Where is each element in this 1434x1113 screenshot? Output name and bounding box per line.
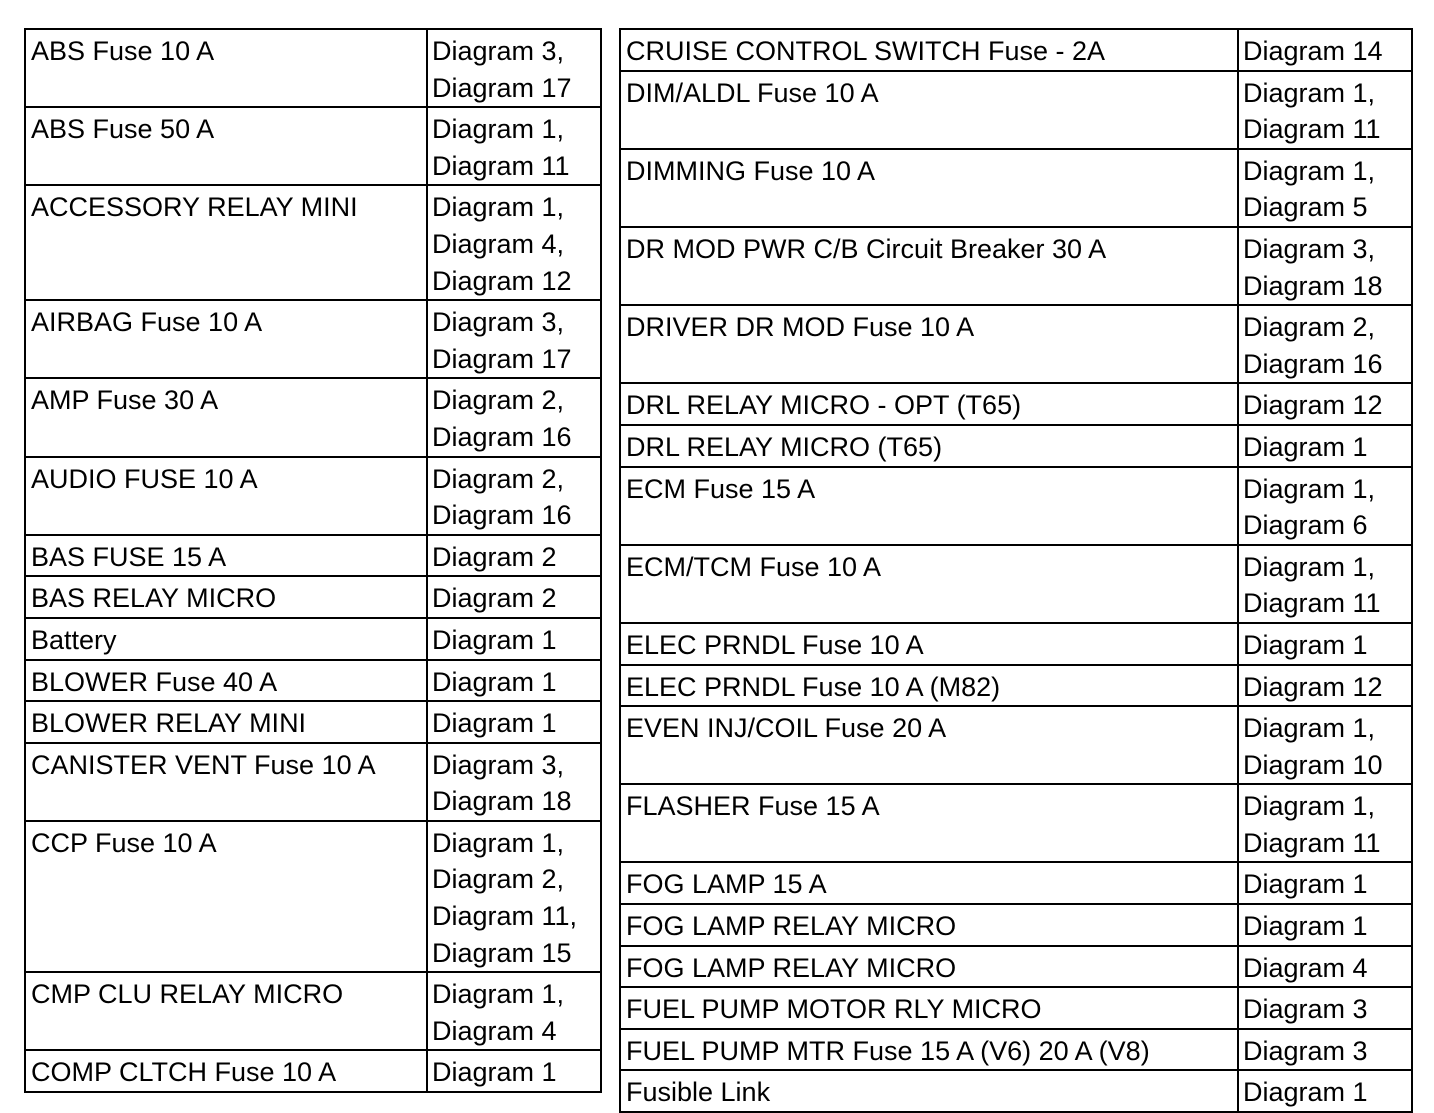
table-row bbox=[25, 743, 601, 821]
table-row bbox=[25, 972, 601, 1050]
diagram-reference-cell: Diagram 4 bbox=[1238, 946, 1412, 988]
table-row bbox=[620, 71, 1412, 149]
table-row bbox=[620, 467, 1412, 545]
component-name-cell: FOG LAMP RELAY MICRO bbox=[620, 904, 1238, 946]
table-row bbox=[620, 862, 1412, 904]
diagram-reference-cell: Diagram 1 bbox=[427, 618, 601, 660]
fuse-table-left bbox=[24, 28, 602, 1093]
diagram-reference-cell: Diagram 1, Diagram 11 bbox=[1238, 545, 1412, 623]
table-row bbox=[25, 821, 601, 972]
table-row bbox=[620, 784, 1412, 862]
diagram-reference-cell: Diagram 1, Diagram 2, Diagram 11, Diagram 15 bbox=[427, 821, 601, 972]
component-name-cell: DRL RELAY MICRO - OPT (T65) bbox=[620, 383, 1238, 425]
component-name-cell: AMP Fuse 30 A bbox=[25, 378, 427, 456]
table-row bbox=[620, 623, 1412, 665]
diagram-reference-cell: Diagram 1, Diagram 4 bbox=[427, 972, 601, 1050]
table-row bbox=[620, 227, 1412, 305]
diagram-reference-cell: Diagram 2, Diagram 16 bbox=[1238, 305, 1412, 383]
component-name-cell: BLOWER RELAY MINI bbox=[25, 701, 427, 743]
table-row bbox=[620, 987, 1412, 1029]
table-row bbox=[25, 660, 601, 702]
fuse-table-right-body bbox=[620, 29, 1412, 1112]
component-name-cell: EVEN INJ/COIL Fuse 20 A bbox=[620, 706, 1238, 784]
table-row bbox=[25, 618, 601, 660]
table-row bbox=[620, 29, 1412, 71]
table-row bbox=[25, 457, 601, 535]
diagram-reference-cell: Diagram 1, Diagram 5 bbox=[1238, 149, 1412, 227]
diagram-reference-cell: Diagram 2 bbox=[427, 535, 601, 577]
component-name-cell: CMP CLU RELAY MICRO bbox=[25, 972, 427, 1050]
table-row bbox=[25, 1050, 601, 1092]
diagram-reference-cell: Diagram 1 bbox=[427, 660, 601, 702]
component-name-cell: COMP CLTCH Fuse 10 A bbox=[25, 1050, 427, 1092]
table-row bbox=[620, 425, 1412, 467]
diagram-reference-cell: Diagram 2 bbox=[427, 576, 601, 618]
component-name-cell: FOG LAMP RELAY MICRO bbox=[620, 946, 1238, 988]
diagram-reference-cell: Diagram 1 bbox=[1238, 623, 1412, 665]
diagram-reference-cell: Diagram 1 bbox=[1238, 904, 1412, 946]
diagram-reference-cell: Diagram 1 bbox=[1238, 1070, 1412, 1112]
diagram-reference-cell: Diagram 2, Diagram 16 bbox=[427, 378, 601, 456]
component-name-cell: DIM/ALDL Fuse 10 A bbox=[620, 71, 1238, 149]
diagram-reference-cell: Diagram 1 bbox=[427, 1050, 601, 1092]
component-name-cell: ECM/TCM Fuse 10 A bbox=[620, 545, 1238, 623]
diagram-reference-cell: Diagram 3, Diagram 17 bbox=[427, 300, 601, 378]
diagram-reference-cell: Diagram 1, Diagram 6 bbox=[1238, 467, 1412, 545]
diagram-reference-cell: Diagram 3 bbox=[1238, 987, 1412, 1029]
diagram-reference-cell: Diagram 3, Diagram 17 bbox=[427, 29, 601, 107]
table-row bbox=[25, 300, 601, 378]
component-name-cell: BAS RELAY MICRO bbox=[25, 576, 427, 618]
table-row bbox=[25, 535, 601, 577]
diagram-reference-cell: Diagram 2, Diagram 16 bbox=[427, 457, 601, 535]
diagram-reference-cell: Diagram 3, Diagram 18 bbox=[1238, 227, 1412, 305]
table-row bbox=[620, 545, 1412, 623]
component-name-cell: CANISTER VENT Fuse 10 A bbox=[25, 743, 427, 821]
diagram-reference-cell: Diagram 1, Diagram 11 bbox=[1238, 784, 1412, 862]
component-name-cell: DRL RELAY MICRO (T65) bbox=[620, 425, 1238, 467]
table-row bbox=[620, 665, 1412, 707]
component-name-cell: ABS Fuse 10 A bbox=[25, 29, 427, 107]
component-name-cell: FOG LAMP 15 A bbox=[620, 862, 1238, 904]
component-name-cell: CCP Fuse 10 A bbox=[25, 821, 427, 972]
component-name-cell: FUEL PUMP MTR Fuse 15 A (V6) 20 A (V8) bbox=[620, 1029, 1238, 1071]
diagram-reference-cell: Diagram 1 bbox=[427, 701, 601, 743]
table-row bbox=[25, 576, 601, 618]
diagram-reference-cell: Diagram 12 bbox=[1238, 383, 1412, 425]
diagram-reference-cell: Diagram 14 bbox=[1238, 29, 1412, 71]
diagram-reference-cell: Diagram 1, Diagram 11 bbox=[427, 107, 601, 185]
component-name-cell: FLASHER Fuse 15 A bbox=[620, 784, 1238, 862]
component-name-cell: BLOWER Fuse 40 A bbox=[25, 660, 427, 702]
fuse-table-left-body bbox=[25, 29, 601, 1092]
component-name-cell: ECM Fuse 15 A bbox=[620, 467, 1238, 545]
table-row bbox=[620, 946, 1412, 988]
table-row bbox=[620, 1070, 1412, 1112]
diagram-reference-cell: Diagram 1, Diagram 10 bbox=[1238, 706, 1412, 784]
component-name-cell: ELEC PRNDL Fuse 10 A bbox=[620, 623, 1238, 665]
table-row bbox=[620, 149, 1412, 227]
diagram-reference-cell: Diagram 1, Diagram 4, Diagram 12 bbox=[427, 185, 601, 300]
diagram-reference-cell: Diagram 3 bbox=[1238, 1029, 1412, 1071]
table-row bbox=[25, 29, 601, 107]
diagram-reference-cell: Diagram 12 bbox=[1238, 665, 1412, 707]
table-row bbox=[620, 904, 1412, 946]
table-row bbox=[620, 305, 1412, 383]
table-row bbox=[25, 185, 601, 300]
table-row bbox=[25, 107, 601, 185]
table-row bbox=[620, 1029, 1412, 1071]
component-name-cell: BAS FUSE 15 A bbox=[25, 535, 427, 577]
table-row bbox=[25, 701, 601, 743]
component-name-cell: CRUISE CONTROL SWITCH Fuse - 2A bbox=[620, 29, 1238, 71]
component-name-cell: AUDIO FUSE 10 A bbox=[25, 457, 427, 535]
component-name-cell: AIRBAG Fuse 10 A bbox=[25, 300, 427, 378]
component-name-cell: DR MOD PWR C/B Circuit Breaker 30 A bbox=[620, 227, 1238, 305]
component-name-cell: Fusible Link bbox=[620, 1070, 1238, 1112]
table-row bbox=[620, 383, 1412, 425]
diagram-reference-cell: Diagram 1 bbox=[1238, 425, 1412, 467]
component-name-cell: ABS Fuse 50 A bbox=[25, 107, 427, 185]
table-row bbox=[25, 378, 601, 456]
diagram-reference-cell: Diagram 3, Diagram 18 bbox=[427, 743, 601, 821]
diagram-reference-cell: Diagram 1 bbox=[1238, 862, 1412, 904]
component-name-cell: Battery bbox=[25, 618, 427, 660]
fuse-table-right bbox=[619, 28, 1413, 1113]
component-name-cell: DIMMING Fuse 10 A bbox=[620, 149, 1238, 227]
component-name-cell: DRIVER DR MOD Fuse 10 A bbox=[620, 305, 1238, 383]
component-name-cell: ACCESSORY RELAY MINI bbox=[25, 185, 427, 300]
table-row bbox=[620, 706, 1412, 784]
diagram-reference-cell: Diagram 1, Diagram 11 bbox=[1238, 71, 1412, 149]
component-name-cell: FUEL PUMP MOTOR RLY MICRO bbox=[620, 987, 1238, 1029]
component-name-cell: ELEC PRNDL Fuse 10 A (M82) bbox=[620, 665, 1238, 707]
